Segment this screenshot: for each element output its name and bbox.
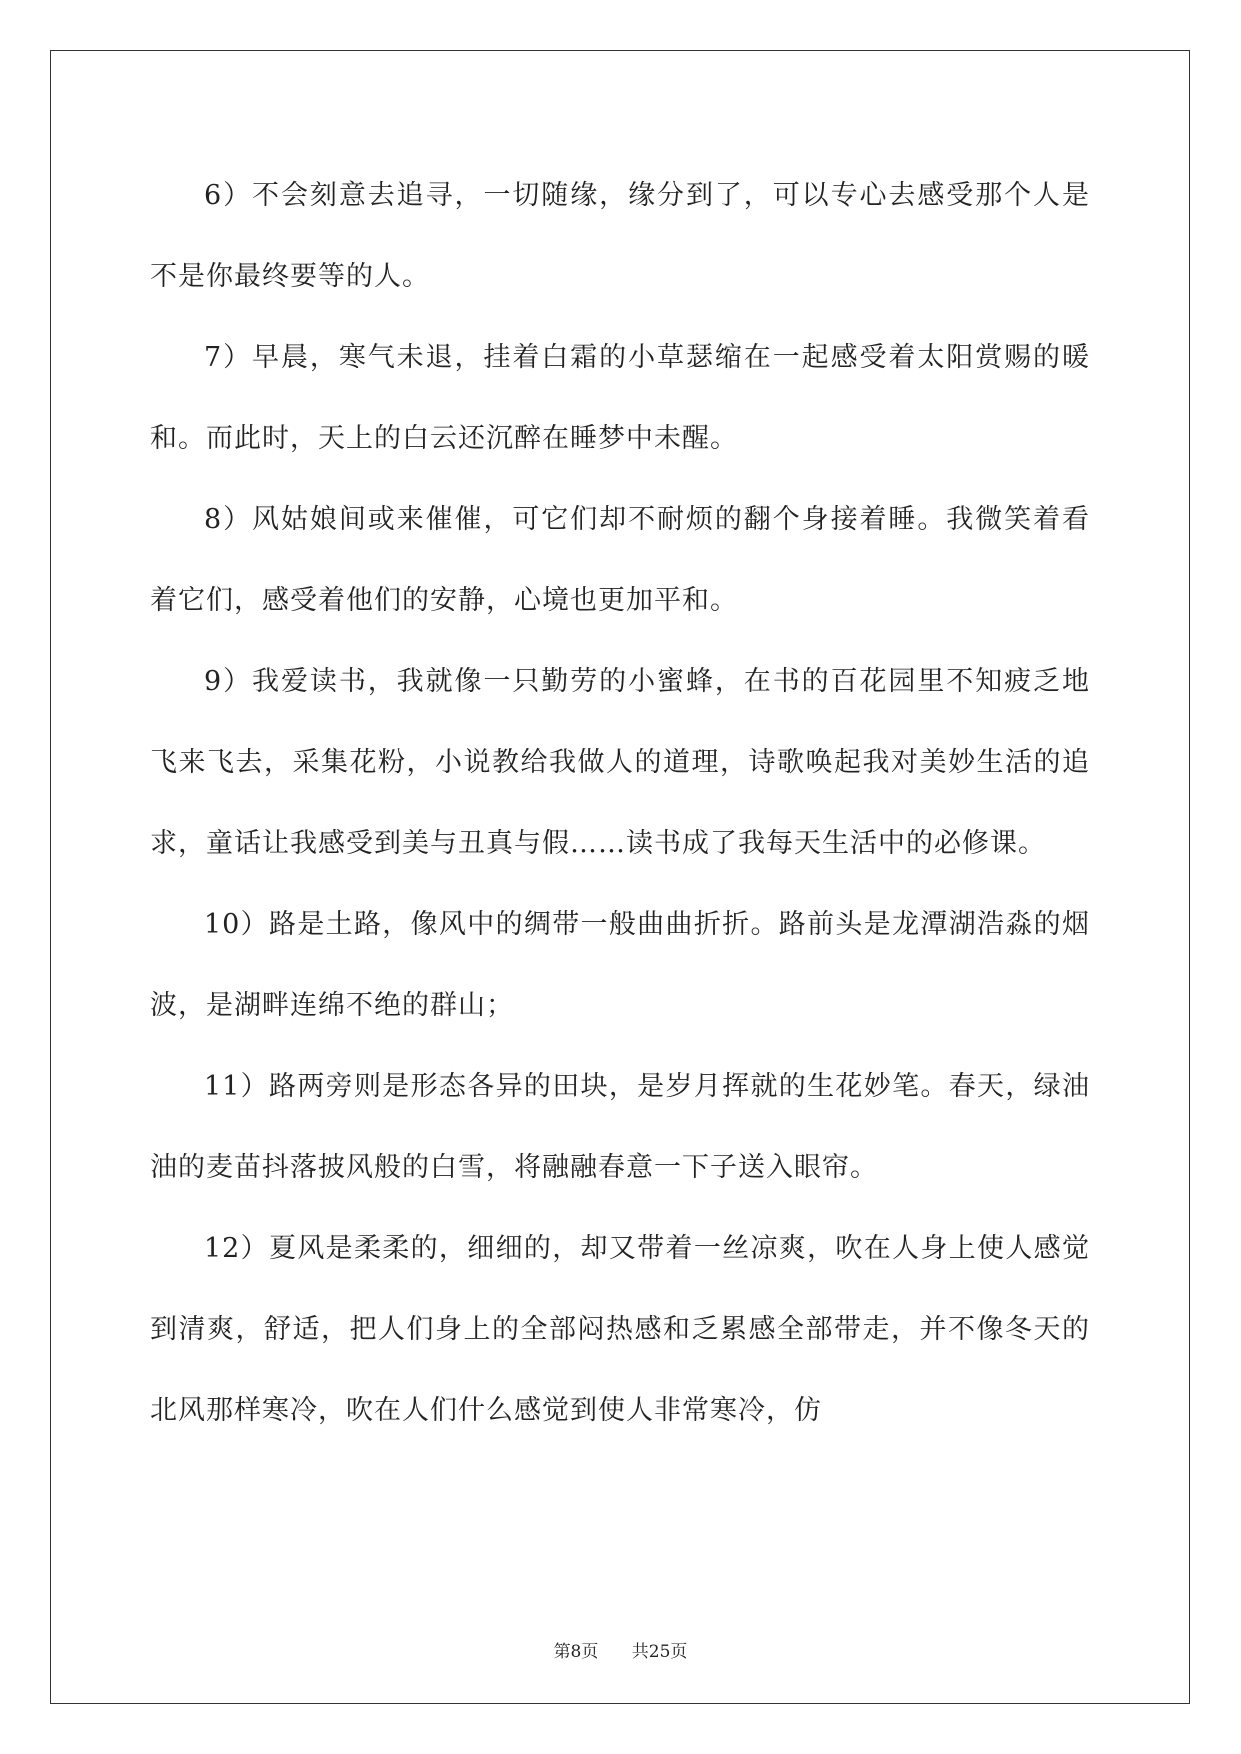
paragraph-12: 12）夏风是柔柔的，细细的，却又带着一丝凉爽，吹在人身上使人感觉到清爽，舒适，把人们身上的全部闷热感和乏累感全部带走，并不像冬天的北风那样寒冷，吹在人们什么感觉到使人非常寒冷，仿: [150, 1233, 1090, 1426]
page-number-current: 第8页: [553, 1642, 599, 1662]
page-number-total: 共25页: [631, 1642, 688, 1662]
paragraph-9: 9）我爱读书，我就像一只勤劳的小蜜蜂，在书的百花园里不知疲乏地飞来飞去，采集花粉，小说教给我做人的道理，诗歌唤起我对美妙生活的追求，童话让我感受到美与丑真与假……读书成了我每天生活中的必修课。: [150, 666, 1090, 859]
paragraph-6: 6）不会刻意去追寻，一切随缘，缘分到了，可以专心去感受那个人是不是你最终要等的人。: [150, 180, 1090, 292]
paragraph-7: 7）早晨，寒气未退，挂着白霜的小草瑟缩在一起感受着太阳赏赐的暖和。而此时，天上的白云还沉醉在睡梦中未醒。: [150, 342, 1090, 454]
document-body: [150, 155, 1090, 1451]
paragraph-8: 8）风姑娘间或来催催，可它们却不耐烦的翻个身接着睡。我微笑着看着它们，感受着他们的安静，心境也更加平和。: [150, 504, 1090, 616]
paragraph-10: 10）路是土路，像风中的绸带一般曲曲折折。路前头是龙潭湖浩淼的烟波，是湖畔连绵不绝的群山；: [150, 909, 1090, 1021]
paragraph-11: 11）路两旁则是形态各异的田块，是岁月挥就的生花妙笔。春天，绿油油的麦苗抖落披风般的白雪，将融融春意一下子送入眼帘。: [150, 1071, 1090, 1183]
page-footer: [0, 1637, 1241, 1662]
